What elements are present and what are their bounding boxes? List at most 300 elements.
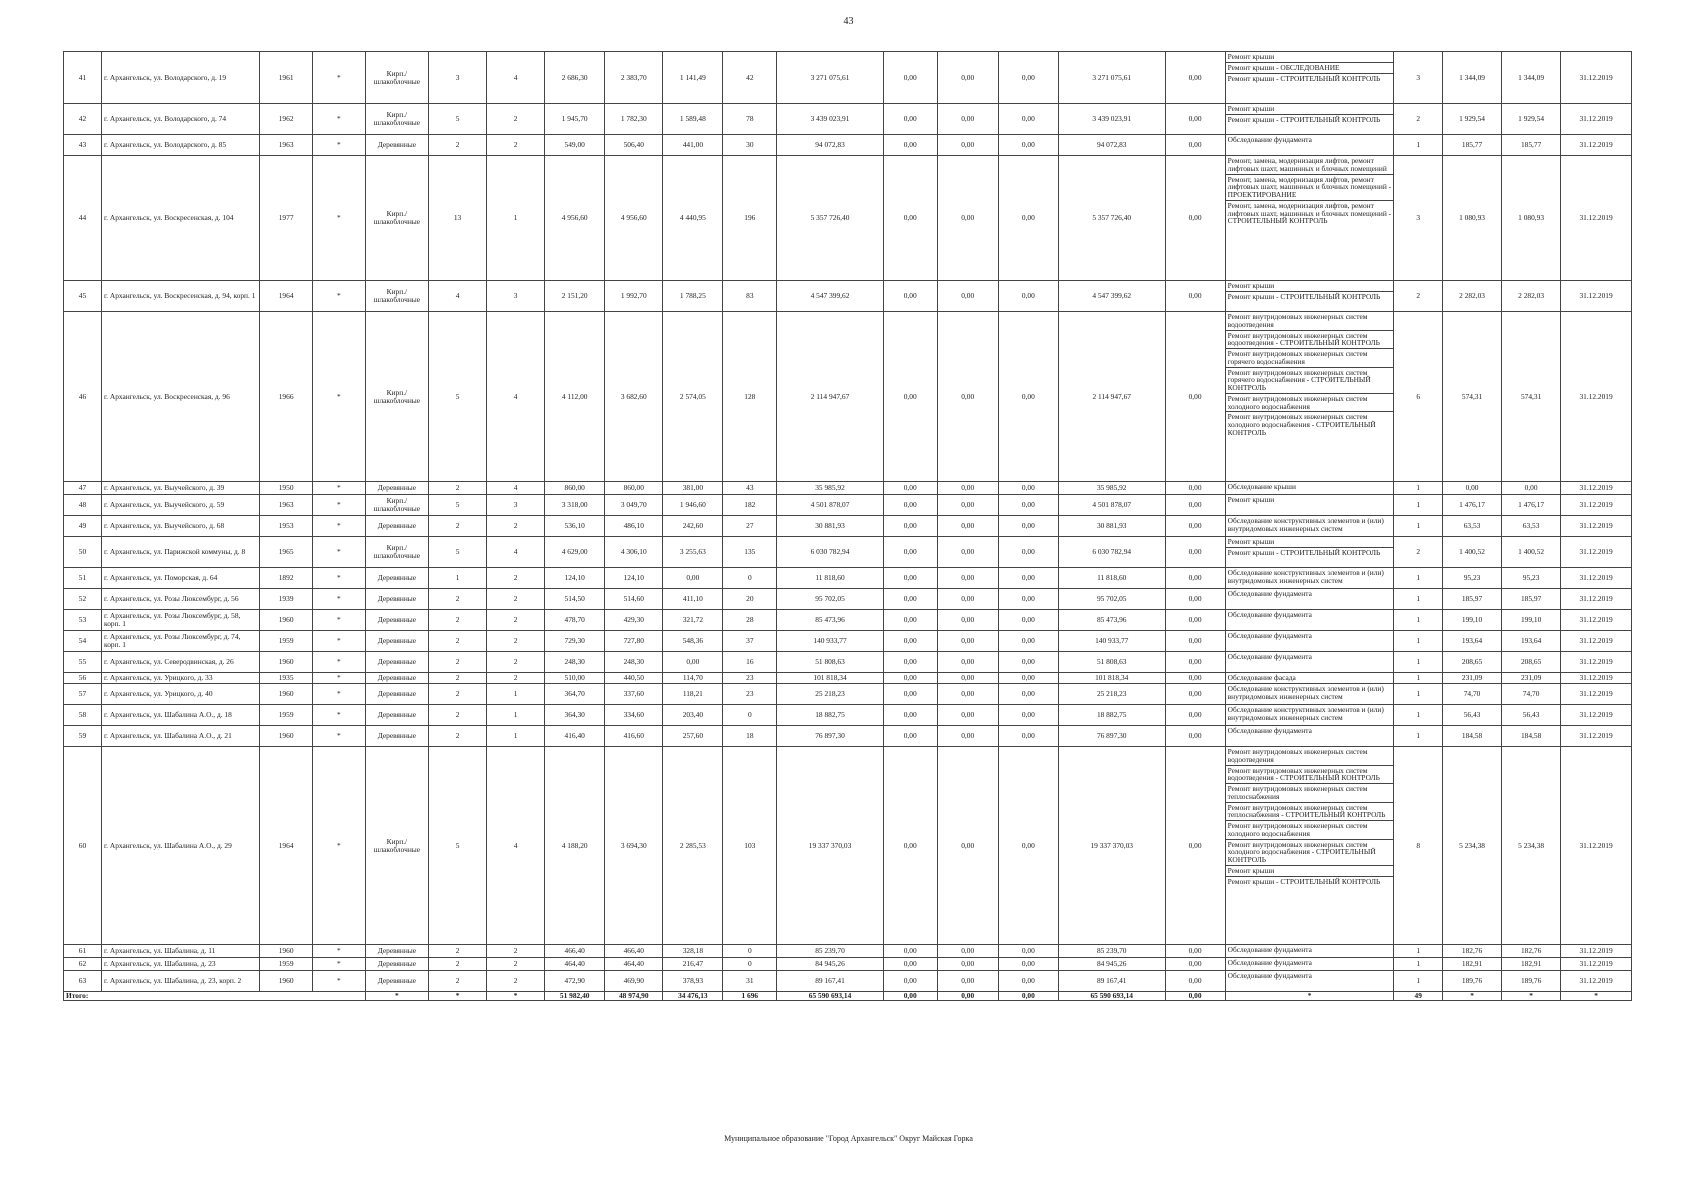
zero-cell: 0,00 xyxy=(1165,281,1225,312)
entrances-cell: 1 xyxy=(487,156,545,281)
entrances-cell: 2 xyxy=(487,610,545,631)
residents-cell: 37 xyxy=(723,631,777,652)
works-cell xyxy=(1225,971,1394,992)
unit-cost-cell: 193,64 xyxy=(1443,631,1502,652)
deadline-cell: 31.12.2019 xyxy=(1561,281,1632,312)
address-cell: г. Архангельск, ул. Шабалина А.О., д. 21 xyxy=(101,726,259,747)
limit-cost-cell: 1 929,54 xyxy=(1502,104,1561,135)
limit-cost-cell: 0,00 xyxy=(1502,482,1561,495)
row-number: 52 xyxy=(64,589,102,610)
table-row xyxy=(64,495,1632,516)
zero-cell: 0,00 xyxy=(883,568,937,589)
work-item: Ремонт крыши - СТРОИТЕЛЬНЫЙ КОНТРОЛЬ xyxy=(1227,876,1381,886)
total-area-cell: 860,00 xyxy=(545,482,605,495)
cost-cell-2: 94 072,83 xyxy=(1058,135,1165,156)
work-item: Обследование крыши xyxy=(1227,482,1296,491)
zero-cell: 0,00 xyxy=(998,516,1058,537)
table-row xyxy=(64,652,1632,673)
deadline-cell: 31.12.2019 xyxy=(1561,516,1632,537)
zero-cell: 0,00 xyxy=(998,482,1058,495)
material-cell: Деревянные xyxy=(365,684,428,705)
deadline-cell: 31.12.2019 xyxy=(1561,747,1632,945)
unit-cost-cell: 185,97 xyxy=(1443,589,1502,610)
address-cell: г. Архангельск, ул. Володарского, д. 19 xyxy=(101,52,259,104)
deadline-cell: 31.12.2019 xyxy=(1561,610,1632,631)
residential-area-cell: 1 782,30 xyxy=(605,104,663,135)
limit-cost-cell: 182,91 xyxy=(1502,958,1561,971)
zero-cell: 0,00 xyxy=(937,684,998,705)
footer-caption: Муниципальное образование "Город Архангельск" Округ Майская Горка xyxy=(724,1134,973,1143)
zero-cell: 0,00 xyxy=(937,135,998,156)
works-cell xyxy=(1225,312,1394,482)
unit-cost-cell: 2 282,03 xyxy=(1443,281,1502,312)
owned-area-cell: 1 589,48 xyxy=(663,104,723,135)
cost-cell-2: 4 501 878,07 xyxy=(1058,495,1165,516)
limit-cost-cell: 574,31 xyxy=(1502,312,1561,482)
zero-cell: 0,00 xyxy=(883,958,937,971)
row-number: 46 xyxy=(64,312,102,482)
total-area-cell: 729,30 xyxy=(545,631,605,652)
floors-cell: 13 xyxy=(429,156,487,281)
works-cell xyxy=(1225,652,1394,673)
limit-cost-cell: 56,43 xyxy=(1502,705,1561,726)
address-cell: г. Архангельск, ул. Шабалина, д. 23, корп. 2 xyxy=(101,971,259,992)
total-cell: 0,00 xyxy=(998,992,1058,1001)
works-count-cell: 6 xyxy=(1394,312,1443,482)
total-area-cell: 536,10 xyxy=(545,516,605,537)
residential-area-cell: 3 049,70 xyxy=(605,495,663,516)
works-count-cell: 2 xyxy=(1394,537,1443,568)
work-item: Обследование фундамента xyxy=(1227,610,1312,619)
work-item: Ремонт крыши - СТРОИТЕЛЬНЫЙ КОНТРОЛЬ xyxy=(1227,291,1381,301)
cost-cell: 30 881,93 xyxy=(777,516,884,537)
zero-cell: 0,00 xyxy=(1165,684,1225,705)
address-cell: г. Архангельск, ул. Урицкого, д. 33 xyxy=(101,673,259,684)
work-item: Ремонт внутридомовых инженерных систем холодного водоснабжения - СТРОИТЕЛЬНЫЙ КОНТРОЛЬ xyxy=(1226,840,1394,866)
address-cell: г. Архангельск, ул. Воскресенская, д. 96 xyxy=(101,312,259,482)
work-item: Ремонт, замена, модернизация лифтов, ремонт лифтовых шахт, машинных и блочных помещений - ПРОЕКТИРОВАНИЕ xyxy=(1226,175,1394,201)
year-cell: 1935 xyxy=(260,673,313,684)
entrances-cell: 2 xyxy=(487,945,545,958)
works-count-cell: 1 xyxy=(1394,495,1443,516)
deadline-cell: 31.12.2019 xyxy=(1561,135,1632,156)
owned-area-cell: 3 255,63 xyxy=(663,537,723,568)
table-row xyxy=(64,312,1632,482)
address-cell: г. Архангельск, ул. Поморская, д. 64 xyxy=(101,568,259,589)
cost-cell-2: 35 985,92 xyxy=(1058,482,1165,495)
address-cell: г. Архангельск, ул. Розы Люксембург, д. 74, корп. 1 xyxy=(101,631,259,652)
work-item: Обследование фундамента xyxy=(1227,971,1312,980)
table-row xyxy=(64,684,1632,705)
cost-cell: 94 072,83 xyxy=(777,135,884,156)
work-item: Обследование фундамента xyxy=(1227,652,1312,661)
work-item: Ремонт крыши xyxy=(1227,495,1275,504)
material-cell: Кирп./ шлакоблочные xyxy=(365,156,428,281)
zero-cell: 0,00 xyxy=(1165,589,1225,610)
material-cell: Кирп./ шлакоблочные xyxy=(365,537,428,568)
residents-cell: 31 xyxy=(723,971,777,992)
residential-area-cell: 514,60 xyxy=(605,589,663,610)
residents-cell: 0 xyxy=(723,945,777,958)
total-area-cell: 124,10 xyxy=(545,568,605,589)
owned-area-cell: 378,93 xyxy=(663,971,723,992)
works-count-cell: 1 xyxy=(1394,684,1443,705)
works-cell xyxy=(1225,673,1394,684)
zero-cell: 0,00 xyxy=(937,312,998,482)
limit-cost-cell: 185,97 xyxy=(1502,589,1561,610)
cost-cell: 5 357 726,40 xyxy=(777,156,884,281)
deadline-cell: 31.12.2019 xyxy=(1561,589,1632,610)
total-area-cell: 514,50 xyxy=(545,589,605,610)
owned-area-cell: 328,18 xyxy=(663,945,723,958)
zero-cell: 0,00 xyxy=(883,495,937,516)
material-cell: Кирп./ шлакоблочные xyxy=(365,281,428,312)
unit-cost-cell: 1 080,93 xyxy=(1443,156,1502,281)
zero-cell: 0,00 xyxy=(883,135,937,156)
work-item: Обследование фундамента xyxy=(1227,589,1312,598)
zero-cell: 0,00 xyxy=(1165,52,1225,104)
address-cell: г. Архангельск, ул. Шабалина, д. 11 xyxy=(101,945,259,958)
cost-cell-2: 51 808,63 xyxy=(1058,652,1165,673)
flag-cell: * xyxy=(313,684,366,705)
works-cell xyxy=(1225,610,1394,631)
work-item: Ремонт внутридомовых инженерных систем холодного водоснабжения - СТРОИТЕЛЬНЫЙ КОНТРОЛЬ xyxy=(1227,412,1376,437)
works-count-cell: 1 xyxy=(1394,726,1443,747)
total-cell: * xyxy=(1225,992,1394,1001)
flag-cell: * xyxy=(313,652,366,673)
cost-cell-2: 84 945,26 xyxy=(1058,958,1165,971)
cost-cell-2: 89 167,41 xyxy=(1058,971,1165,992)
address-cell: г. Архангельск, ул. Володарского, д. 85 xyxy=(101,135,259,156)
zero-cell: 0,00 xyxy=(998,747,1058,945)
entrances-cell: 2 xyxy=(487,568,545,589)
zero-cell: 0,00 xyxy=(937,537,998,568)
cost-cell-2: 2 114 947,67 xyxy=(1058,312,1165,482)
zero-cell: 0,00 xyxy=(937,482,998,495)
works-count-cell: 1 xyxy=(1394,945,1443,958)
work-item: Ремонт крыши - СТРОИТЕЛЬНЫЙ КОНТРОЛЬ xyxy=(1227,547,1381,557)
material-cell: Деревянные xyxy=(365,705,428,726)
year-cell: 1960 xyxy=(260,726,313,747)
owned-area-cell: 257,60 xyxy=(663,726,723,747)
floors-cell: 2 xyxy=(429,482,487,495)
zero-cell: 0,00 xyxy=(937,281,998,312)
total-row xyxy=(64,992,1632,1001)
repair-program-table xyxy=(63,51,1632,1001)
works-cell xyxy=(1225,537,1394,568)
zero-cell: 0,00 xyxy=(883,104,937,135)
cost-cell-2: 25 218,23 xyxy=(1058,684,1165,705)
limit-cost-cell: 63,53 xyxy=(1502,516,1561,537)
works-count-cell: 1 xyxy=(1394,971,1443,992)
row-number: 47 xyxy=(64,482,102,495)
row-number: 55 xyxy=(64,652,102,673)
floors-cell: 2 xyxy=(429,589,487,610)
cost-cell: 76 897,30 xyxy=(777,726,884,747)
limit-cost-cell: 74,70 xyxy=(1502,684,1561,705)
total-count: 49 xyxy=(1394,992,1443,1001)
zero-cell: 0,00 xyxy=(1165,135,1225,156)
works-count-cell: 1 xyxy=(1394,482,1443,495)
table-row xyxy=(64,589,1632,610)
total-cell: * xyxy=(1443,992,1502,1001)
flag-cell: * xyxy=(313,631,366,652)
zero-cell: 0,00 xyxy=(883,945,937,958)
residential-area-cell: 124,10 xyxy=(605,568,663,589)
material-cell: Деревянные xyxy=(365,971,428,992)
cost-cell-2: 3 439 023,91 xyxy=(1058,104,1165,135)
zero-cell: 0,00 xyxy=(883,610,937,631)
year-cell: 1960 xyxy=(260,971,313,992)
entrances-cell: 1 xyxy=(487,684,545,705)
residential-area-cell: 3 694,30 xyxy=(605,747,663,945)
residential-area-cell: 469,90 xyxy=(605,971,663,992)
owned-area-cell: 203,40 xyxy=(663,705,723,726)
deadline-cell: 31.12.2019 xyxy=(1561,52,1632,104)
entrances-cell: 2 xyxy=(487,516,545,537)
table-row xyxy=(64,726,1632,747)
material-cell: Деревянные xyxy=(365,135,428,156)
floors-cell: 5 xyxy=(429,747,487,945)
row-number: 58 xyxy=(64,705,102,726)
material-cell: Деревянные xyxy=(365,726,428,747)
works-count-cell: 3 xyxy=(1394,52,1443,104)
zero-cell: 0,00 xyxy=(998,568,1058,589)
table-row xyxy=(64,958,1632,971)
year-cell: 1960 xyxy=(260,684,313,705)
flag-cell: * xyxy=(313,52,366,104)
work-item: Ремонт внутридомовых инженерных систем теплоснабжения - СТРОИТЕЛЬНЫЙ КОНТРОЛЬ xyxy=(1226,803,1394,822)
entrances-cell: 2 xyxy=(487,958,545,971)
work-item: Ремонт внутридомовых инженерных систем водоотведения xyxy=(1226,747,1394,766)
year-cell: 1960 xyxy=(260,945,313,958)
works-count-cell: 1 xyxy=(1394,652,1443,673)
table-row xyxy=(64,673,1632,684)
cost-cell: 3 271 075,61 xyxy=(777,52,884,104)
limit-cost-cell: 95,23 xyxy=(1502,568,1561,589)
year-cell: 1965 xyxy=(260,537,313,568)
floors-cell: 1 xyxy=(429,568,487,589)
cost-cell-2: 101 818,34 xyxy=(1058,673,1165,684)
work-item: Ремонт крыши xyxy=(1226,281,1394,292)
work-item: Обследование конструктивных элементов и (или) внутридомовых инженерных систем xyxy=(1227,705,1384,722)
residents-cell: 128 xyxy=(723,312,777,482)
entrances-cell: 2 xyxy=(487,971,545,992)
residents-cell: 16 xyxy=(723,652,777,673)
zero-cell: 0,00 xyxy=(998,652,1058,673)
unit-cost-cell: 1 476,17 xyxy=(1443,495,1502,516)
works-count-cell: 1 xyxy=(1394,631,1443,652)
entrances-cell: 4 xyxy=(487,52,545,104)
residents-cell: 30 xyxy=(723,135,777,156)
zero-cell: 0,00 xyxy=(883,537,937,568)
zero-cell: 0,00 xyxy=(883,726,937,747)
flag-cell: * xyxy=(313,104,366,135)
unit-cost-cell: 5 234,38 xyxy=(1443,747,1502,945)
row-number: 54 xyxy=(64,631,102,652)
work-item: Ремонт крыши xyxy=(1226,866,1394,877)
residential-area-cell: 416,60 xyxy=(605,726,663,747)
floors-cell: 2 xyxy=(429,673,487,684)
floors-cell: 4 xyxy=(429,281,487,312)
zero-cell: 0,00 xyxy=(883,281,937,312)
work-item: Ремонт крыши - СТРОИТЕЛЬНЫЙ КОНТРОЛЬ xyxy=(1227,114,1381,124)
floors-cell: 5 xyxy=(429,537,487,568)
floors-cell: 2 xyxy=(429,945,487,958)
table-body xyxy=(64,52,1632,992)
residents-cell: 28 xyxy=(723,610,777,631)
flag-cell: * xyxy=(313,312,366,482)
zero-cell: 0,00 xyxy=(937,705,998,726)
row-number: 59 xyxy=(64,726,102,747)
floors-cell: 3 xyxy=(429,52,487,104)
row-number: 49 xyxy=(64,516,102,537)
total-cell: * xyxy=(487,992,545,1001)
unit-cost-cell: 199,10 xyxy=(1443,610,1502,631)
flag-cell: * xyxy=(313,945,366,958)
deadline-cell: 31.12.2019 xyxy=(1561,971,1632,992)
zero-cell: 0,00 xyxy=(937,726,998,747)
works-count-cell: 1 xyxy=(1394,568,1443,589)
zero-cell: 0,00 xyxy=(937,945,998,958)
total-cell: * xyxy=(1561,992,1632,1001)
zero-cell: 0,00 xyxy=(937,589,998,610)
work-item: Ремонт внутридомовых инженерных систем водоотведения - СТРОИТЕЛЬНЫЙ КОНТРОЛЬ xyxy=(1226,331,1394,350)
year-cell: 1977 xyxy=(260,156,313,281)
owned-area-cell: 118,21 xyxy=(663,684,723,705)
residential-area-cell: 860,00 xyxy=(605,482,663,495)
flag-cell: * xyxy=(313,971,366,992)
entrances-cell: 1 xyxy=(487,705,545,726)
cost-cell-2: 95 702,05 xyxy=(1058,589,1165,610)
total-cost-2: 65 590 693,14 xyxy=(1058,992,1165,1001)
owned-area-cell: 1 141,49 xyxy=(663,52,723,104)
zero-cell: 0,00 xyxy=(937,568,998,589)
zero-cell: 0,00 xyxy=(883,684,937,705)
year-cell: 1966 xyxy=(260,312,313,482)
zero-cell: 0,00 xyxy=(937,52,998,104)
material-cell: Кирп./ шлакоблочные xyxy=(365,52,428,104)
zero-cell: 0,00 xyxy=(883,747,937,945)
work-item: Ремонт, замена, модернизация лифтов, ремонт лифтовых шахт, машинных и блочных помещений - СТРОИТЕЛЬНЫЙ КОНТРОЛЬ xyxy=(1227,200,1392,226)
cost-cell-2: 30 881,93 xyxy=(1058,516,1165,537)
total-area-cell: 472,90 xyxy=(545,971,605,992)
cost-cell-2: 3 271 075,61 xyxy=(1058,52,1165,104)
floors-cell: 5 xyxy=(429,495,487,516)
work-item: Обследование фасада xyxy=(1227,673,1296,682)
zero-cell: 0,00 xyxy=(937,652,998,673)
limit-cost-cell: 193,64 xyxy=(1502,631,1561,652)
owned-area-cell: 114,70 xyxy=(663,673,723,684)
zero-cell: 0,00 xyxy=(883,516,937,537)
work-item: Ремонт внутридомовых инженерных систем водоотведения - СТРОИТЕЛЬНЫЙ КОНТРОЛЬ xyxy=(1226,766,1394,785)
cost-cell: 4 501 878,07 xyxy=(777,495,884,516)
works-count-cell: 1 xyxy=(1394,135,1443,156)
material-cell: Деревянные xyxy=(365,610,428,631)
year-cell: 1950 xyxy=(260,482,313,495)
works-cell xyxy=(1225,747,1394,945)
work-item: Ремонт внутридомовых инженерных систем горячего водоснабжения - СТРОИТЕЛЬНЫЙ КОНТРОЛЬ xyxy=(1226,368,1394,394)
address-cell: г. Архангельск, ул. Шабалина А.О., д. 29 xyxy=(101,747,259,945)
residential-area-cell: 466,40 xyxy=(605,945,663,958)
total-area-cell: 4 629,00 xyxy=(545,537,605,568)
deadline-cell: 31.12.2019 xyxy=(1561,156,1632,281)
zero-cell: 0,00 xyxy=(1165,610,1225,631)
limit-cost-cell: 2 282,03 xyxy=(1502,281,1561,312)
material-cell: Деревянные xyxy=(365,631,428,652)
row-number: 51 xyxy=(64,568,102,589)
cost-cell: 51 808,63 xyxy=(777,652,884,673)
works-cell xyxy=(1225,156,1394,281)
address-cell: г. Архангельск, ул. Выучейского, д. 39 xyxy=(101,482,259,495)
deadline-cell: 31.12.2019 xyxy=(1561,684,1632,705)
cost-cell-2: 85 473,96 xyxy=(1058,610,1165,631)
cost-cell-2: 19 337 370,03 xyxy=(1058,747,1165,945)
table-row xyxy=(64,537,1632,568)
material-cell: Кирп./ шлакоблочные xyxy=(365,495,428,516)
table-row xyxy=(64,482,1632,495)
residents-cell: 20 xyxy=(723,589,777,610)
zero-cell: 0,00 xyxy=(883,589,937,610)
year-cell: 1962 xyxy=(260,104,313,135)
zero-cell: 0,00 xyxy=(937,156,998,281)
residents-cell: 0 xyxy=(723,568,777,589)
zero-cell: 0,00 xyxy=(998,495,1058,516)
zero-cell: 0,00 xyxy=(1165,568,1225,589)
row-number: 63 xyxy=(64,971,102,992)
owned-area-cell: 381,00 xyxy=(663,482,723,495)
owned-area-cell: 0,00 xyxy=(663,652,723,673)
year-cell: 1959 xyxy=(260,958,313,971)
residents-cell: 83 xyxy=(723,281,777,312)
owned-area-cell: 321,72 xyxy=(663,610,723,631)
work-item: Ремонт внутридомовых инженерных систем теплоснабжения xyxy=(1226,784,1394,803)
row-number: 48 xyxy=(64,495,102,516)
unit-cost-cell: 63,53 xyxy=(1443,516,1502,537)
zero-cell: 0,00 xyxy=(883,673,937,684)
work-item: Ремонт внутридомовых инженерных систем горячего водоснабжения xyxy=(1226,349,1394,368)
year-cell: 1963 xyxy=(260,135,313,156)
zero-cell: 0,00 xyxy=(998,610,1058,631)
floors-cell: 2 xyxy=(429,610,487,631)
total-cell: * xyxy=(365,992,428,1001)
work-item: Ремонт крыши - ОБСЛЕДОВАНИЕ xyxy=(1226,63,1394,74)
material-cell: Деревянные xyxy=(365,589,428,610)
work-item: Ремонт крыши - СТРОИТЕЛЬНЫЙ КОНТРОЛЬ xyxy=(1227,73,1381,83)
total-cost: 65 590 693,14 xyxy=(777,992,884,1001)
limit-cost-cell: 189,76 xyxy=(1502,971,1561,992)
unit-cost-cell: 1 929,54 xyxy=(1443,104,1502,135)
residential-area-cell: 1 992,70 xyxy=(605,281,663,312)
cost-cell-2: 6 030 782,94 xyxy=(1058,537,1165,568)
zero-cell: 0,00 xyxy=(998,281,1058,312)
zero-cell: 0,00 xyxy=(937,104,998,135)
residents-cell: 78 xyxy=(723,104,777,135)
owned-area-cell: 1 946,60 xyxy=(663,495,723,516)
cost-cell: 84 945,26 xyxy=(777,958,884,971)
works-cell xyxy=(1225,726,1394,747)
flag-cell: * xyxy=(313,673,366,684)
zero-cell: 0,00 xyxy=(1165,747,1225,945)
owned-area-cell: 548,36 xyxy=(663,631,723,652)
works-cell xyxy=(1225,705,1394,726)
unit-cost-cell: 574,31 xyxy=(1443,312,1502,482)
material-cell: Деревянные xyxy=(365,482,428,495)
work-item: Обследование фундамента xyxy=(1227,631,1312,640)
owned-area-cell: 2 574,05 xyxy=(663,312,723,482)
entrances-cell: 2 xyxy=(487,631,545,652)
flag-cell: * xyxy=(313,135,366,156)
